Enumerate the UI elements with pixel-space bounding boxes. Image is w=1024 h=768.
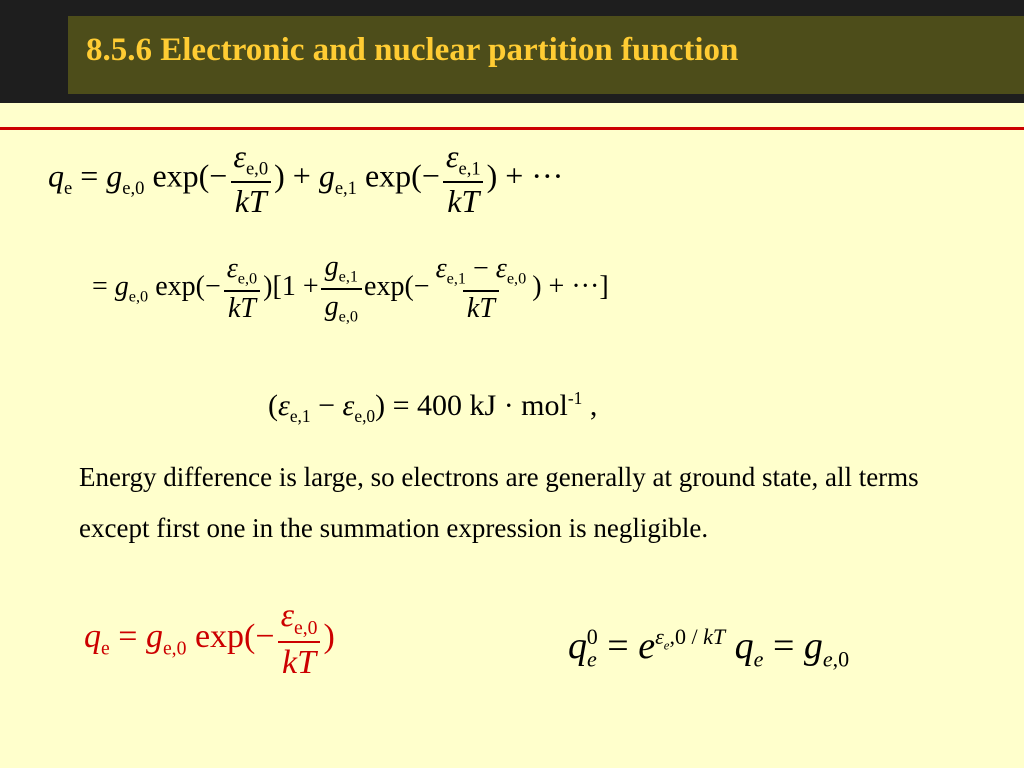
equation-expanded-sum: $q_e = g_{e,0}$ exp(− $\frac{\varepsilon_{e,0}}{kT}$ ) + $g_{e,1}$ exp(− $\frac{\varepsilon_{e,1}}{kT}$ ) + ··· [48, 138, 564, 219]
explanation-paragraph: Energy difference is large, so electrons are generally at ground state, all terms except first one in the summation expression is negligible. [79, 462, 919, 543]
slide-title: 8.5.6 Electronic and nuclear partition function [86, 32, 739, 68]
title-divider [0, 127, 1024, 130]
equation-factored: = $g_{e,0}$ exp(− $\frac{\varepsilon_{e,0}}{kT}$ )[1 + $\frac{g_{e,1}}{g_{e,0}}$ exp(− $\frac{\varepsilon_{e,1} - \varepsilon_{e,0}}{kT}$ ) + ···] [92, 251, 609, 326]
equation-zero-reference: $q_e^0 = e^{\varepsilon_e,0 / kT}$ $q_e = g_{e,0}$ [568, 624, 850, 672]
equation-ground-state: $q_e = g_{e,0}$ exp(− $\frac{\varepsilon_{e,0}}{kT}$ ) [84, 597, 335, 681]
equation-energy-gap: $(\varepsilon_{e,1} - \varepsilon_{e,0}) = 400$ kJ · mol$^{-1}$ , [268, 388, 598, 426]
